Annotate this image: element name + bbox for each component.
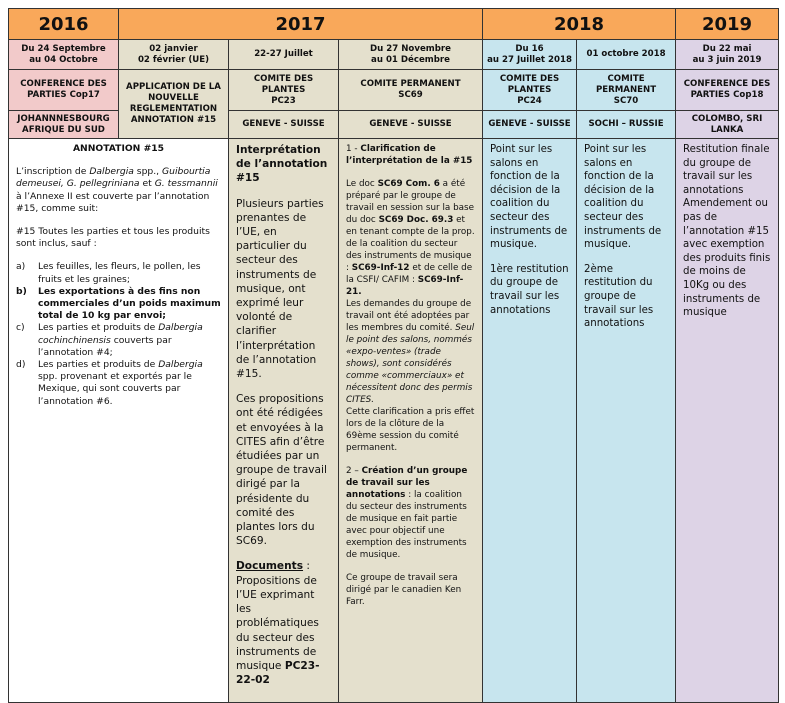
- text-run: et en tenant compte de la prop. de la coalition du secteur des instruments de musique :: [346, 215, 475, 273]
- exception-item: [16, 359, 221, 408]
- exception-item: [16, 286, 221, 323]
- text-run: SC69 Com. 6: [377, 179, 440, 189]
- paragraph: [346, 465, 475, 561]
- annotation-lead: [16, 226, 221, 250]
- annotation-15-cell: [9, 139, 229, 703]
- event-title: COMITE DES PLANTES PC23: [229, 70, 339, 111]
- event-title: COMITE PERMANENT SC70: [577, 70, 676, 111]
- year-2016: 2016: [9, 9, 119, 40]
- text-run: L’inscription de: [16, 166, 90, 178]
- sc69-details: [339, 139, 483, 703]
- event-row: [9, 70, 779, 111]
- text-run: Les parties et produits de: [38, 359, 159, 371]
- text-run: Dalbergia: [89, 166, 134, 178]
- pc24-details: [483, 139, 577, 703]
- date-cell: Du 27 Novembre au 01 Décembre: [339, 40, 483, 70]
- cites-timeline-table: [8, 8, 779, 703]
- details-row: [9, 139, 779, 703]
- event-title: COMITE DES PLANTES PC24: [483, 70, 577, 111]
- item-key: d): [16, 359, 26, 371]
- item-key: b): [16, 285, 27, 297]
- event-title: COMITE PERMANENT SC69: [339, 70, 483, 111]
- paragraph: [346, 143, 475, 167]
- annotation-title: ANNOTATION #15: [72, 143, 165, 154]
- text-run: 1ère restitution du groupe de travail sur les annotations: [490, 263, 569, 316]
- text-run: : la coalition du secteur des instruments de musique en fait partie avec pour objectif une exemption des instruments de musique.: [346, 490, 467, 560]
- text-run: G. tessmannii: [154, 178, 218, 190]
- paragraph: [584, 263, 668, 331]
- text-run: Les parties et produits de: [38, 322, 159, 334]
- sc70-details: [577, 139, 676, 703]
- event-location: GENEVE - SUISSE: [483, 111, 577, 139]
- cop18-details: [676, 139, 779, 703]
- text-run: Plusieurs parties prenantes de l’UE, en particulier du secteur des instruments de musique, ont exprimé leur volonté de clarifier l’interprétation de l’annotation #15.: [236, 197, 324, 381]
- annotation-intro: [16, 166, 221, 215]
- text-run: Ce groupe de travail sera dirigé par le canadien Ken Farr.: [346, 573, 462, 607]
- text-run: Clarification de l’interprétation de la #15: [346, 144, 473, 166]
- paragraph: [490, 143, 569, 252]
- paragraph: [584, 143, 668, 252]
- text-run: Guibourtia demeusei, G. pellegriniana: [16, 166, 211, 190]
- text-run: Création d’un groupe de travail sur les annotations: [346, 466, 468, 500]
- item-text: [38, 322, 221, 359]
- text-run: Point sur les salons en fonction de la décision de la coalition du secteur des instruments de musique.: [490, 144, 568, 251]
- item-text: [38, 261, 221, 285]
- text-run: Ces propositions ont été rédigées et envoyées à la CITES afin d’être étudiées par un groupe de travail dirigé par la présidente du comité des plantes lors du SC69.: [236, 393, 327, 548]
- text-run: spp. provenant et exportés par le Mexique, qui sont couverts par l’annotation #6.: [38, 371, 192, 407]
- event-location: JOHANNNESBOURG AFRIQUE DU SUD: [9, 111, 119, 139]
- item-key: a): [16, 261, 26, 273]
- paragraph: [346, 572, 475, 608]
- paragraph: [683, 143, 771, 320]
- date-cell: 01 octobre 2018: [577, 40, 676, 70]
- paragraph: [236, 559, 331, 687]
- text-run: et de celle de la CSFI/ CAFIM :: [346, 263, 473, 285]
- text-run: Interprétation de l’annotation #15: [236, 144, 328, 185]
- exception-item: [16, 261, 221, 285]
- text-run: 2 –: [346, 466, 362, 476]
- text-run: Dalbergia cochinchinensis: [38, 322, 203, 346]
- paragraph: [236, 392, 331, 548]
- text-run: spp.,: [133, 166, 163, 178]
- event-title: APPLICATION DE LA NOUVELLE REGLEMENTATION ANNOTATION #15: [119, 70, 229, 139]
- paragraph: [236, 143, 331, 186]
- event-title: CONFERENCE DES PARTIES Cop18: [676, 70, 779, 111]
- text-run: Les demandes du groupe de travail ont été adoptées par les membres du comité.: [346, 299, 472, 333]
- paragraph: [490, 263, 569, 317]
- year-2018: 2018: [483, 9, 676, 40]
- text-run: Seul le point des salons, nommés «expo-ventes» (trade shows), sont considérés comme «commerciaux» et nécessitent donc des permis CITES.: [346, 323, 475, 405]
- pc23-details: [229, 139, 339, 703]
- date-row: [9, 40, 779, 70]
- event-location: COLOMBO, SRI LANKA: [676, 111, 779, 139]
- text-run: Les exportations à des fins non commerciales d’un poids maximum total de 10 kg par envoi;: [38, 285, 221, 322]
- year-2019: 2019: [676, 9, 779, 40]
- date-cell: Du 22 mai au 3 juin 2019: [676, 40, 779, 70]
- year-row: [9, 9, 779, 40]
- item-text: [38, 286, 221, 323]
- date-cell: Du 16 au 27 Juillet 2018: [483, 40, 577, 70]
- text-run: couverts par l’annotation #4;: [38, 334, 172, 358]
- text-run: à l’Annexe II est couverte par l’annotation #15, comme suit:: [16, 190, 210, 214]
- text-run: SC69 Doc. 69.3: [378, 215, 454, 225]
- exception-item: [16, 322, 221, 359]
- annotation-exceptions-list: [16, 261, 221, 407]
- text-run: PC23-22-02: [236, 659, 320, 687]
- paragraph: [236, 197, 331, 382]
- text-run: Restitution finale du groupe de travail sur les annotations Amendement ou pas de l’annotation #15 avec exemption des produits finis de moins de 10Kg ou des instruments de musique: [683, 144, 771, 319]
- text-run: 2ème restitution du groupe de travail sur les annotations: [584, 263, 654, 330]
- text-run: SC69-Inf-21.: [346, 275, 464, 297]
- item-key: c): [16, 322, 25, 334]
- date-cell: 02 janvier 02 février (UE): [119, 40, 229, 70]
- text-run: Cette clarification a pris effet lors de la clôture de la 69ème session du comité permanent.: [346, 407, 475, 453]
- text-run: SC69-Inf-12: [351, 263, 410, 273]
- event-location: GENEVE - SUISSE: [229, 111, 339, 139]
- text-run: Documents: [236, 560, 304, 573]
- text-run: 1 -: [346, 144, 361, 154]
- item-text: [38, 359, 221, 408]
- text-run: :: [303, 560, 310, 573]
- text-run: a été préparé par le groupe de travail en session sur la base du doc: [346, 179, 475, 225]
- date-cell: 22-27 Juillet: [229, 40, 339, 70]
- text-run: Propositions de l’UE exprimant les problématiques du secteur des instruments de musique: [236, 574, 319, 672]
- text-run: et: [139, 178, 155, 190]
- date-cell: Du 24 Septembre au 04 Octobre: [9, 40, 119, 70]
- text-run: Les feuilles, les fleurs, le pollen, les fruits et les graines;: [38, 261, 201, 285]
- event-title: CONFERENCE DES PARTIES Cop17: [9, 70, 119, 111]
- event-location: GENEVE - SUISSE: [339, 111, 483, 139]
- text-run: Le doc: [346, 179, 378, 189]
- year-2017: 2017: [119, 9, 483, 40]
- text-run: Dalbergia: [158, 359, 203, 371]
- text-run: #15 Toutes les parties et tous les produits sont inclus, sauf :: [16, 226, 210, 250]
- text-run: Point sur les salons en fonction de la décision de la coalition du secteur des instruments de musique.: [584, 144, 662, 251]
- event-location: SOCHI – RUSSIE: [577, 111, 676, 139]
- paragraph: [346, 178, 475, 454]
